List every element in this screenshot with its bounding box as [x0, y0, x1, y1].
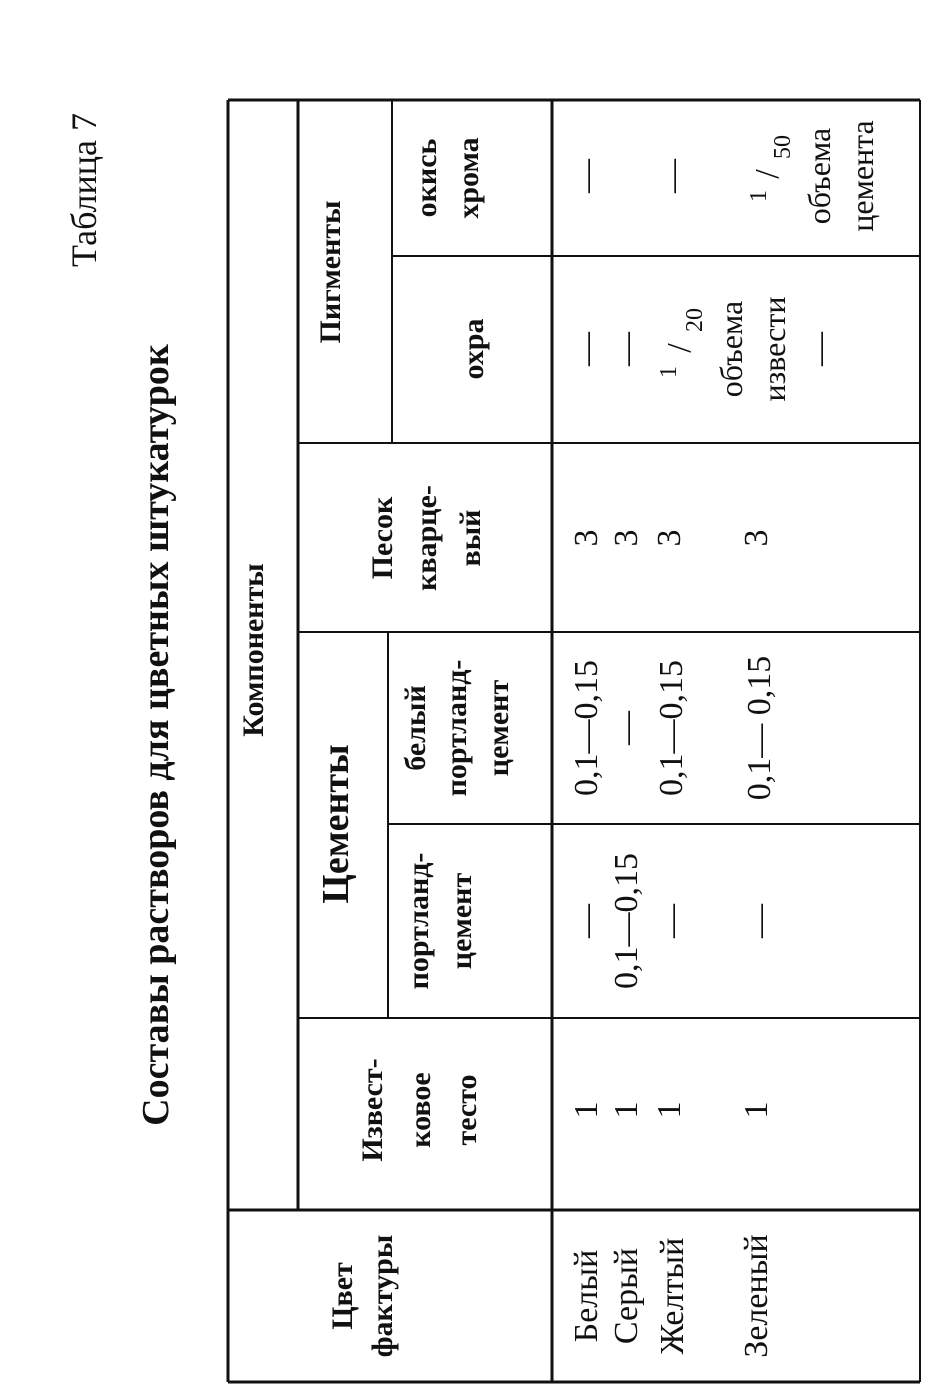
table-title: Составы растворов для цветных штукатурок	[135, 344, 177, 1126]
ochre-fraction	[656, 308, 708, 378]
row-color: Зеленый	[738, 1234, 775, 1358]
row-color: Желтый	[654, 1237, 691, 1355]
svg-text:тесто: тесто	[450, 1074, 483, 1146]
ochre-text: извести	[756, 296, 792, 402]
chrome-value: —	[568, 159, 605, 193]
svg-text:1: 1	[746, 190, 772, 202]
white-portland-value: 0,1—0,15	[653, 660, 690, 796]
chrome-values	[568, 120, 880, 231]
header-cements: Цементы	[315, 744, 357, 904]
ochre-text: объема	[713, 300, 749, 398]
sand-value: 3	[568, 529, 605, 547]
svg-text:/: /	[749, 169, 786, 179]
svg-text:белый: белый	[399, 685, 432, 771]
color-names	[568, 1234, 775, 1357]
svg-text:Песок: Песок	[366, 496, 399, 580]
table-number: Таблица 7	[64, 113, 104, 267]
svg-text:портланд-: портланд-	[402, 852, 435, 990]
chrome-value: —	[654, 159, 691, 193]
ochre-value: —	[568, 332, 605, 366]
svg-text:Цвет: Цвет	[326, 1262, 359, 1330]
header-color	[326, 1235, 399, 1358]
svg-text:портланд-: портланд-	[440, 659, 473, 797]
sand-value: 3	[608, 529, 645, 547]
svg-text:ковое: ковое	[404, 1072, 437, 1148]
sand-values	[568, 530, 775, 547]
header-pigments: Пигменты	[314, 200, 347, 344]
chrome-text: цемента	[844, 120, 880, 232]
svg-text:20: 20	[682, 308, 708, 332]
svg-text:вый: вый	[454, 509, 487, 567]
lime-value: 1	[568, 1101, 605, 1119]
svg-text:фактуры: фактуры	[366, 1234, 399, 1358]
lime-value: 1	[738, 1101, 775, 1119]
lime-value: 1	[651, 1101, 688, 1119]
svg-text:Извест-: Извест-	[356, 1058, 389, 1162]
row-color: Белый	[568, 1249, 605, 1343]
header-white-portland	[399, 660, 515, 797]
svg-text:1: 1	[656, 366, 682, 378]
svg-text:50: 50	[770, 135, 796, 159]
svg-text:кварце-: кварце-	[410, 485, 443, 591]
header-chrome	[410, 137, 485, 218]
header-lime	[356, 1058, 483, 1161]
svg-text:хрома: хрома	[452, 137, 485, 219]
ochre-values	[568, 297, 838, 402]
portland-value: —	[568, 904, 605, 938]
white-portland-value: 0,1— 0,15	[741, 655, 778, 801]
svg-text:цемент: цемент	[445, 872, 478, 970]
header-sand	[366, 485, 487, 591]
sand-value: 3	[651, 529, 688, 547]
portland-values	[568, 853, 778, 989]
header-components: Компоненты	[237, 563, 270, 737]
header-ochre: охра	[457, 318, 490, 380]
white-portland-value: —	[608, 711, 645, 745]
white-portland-value: 0,1—0,15	[568, 660, 605, 796]
white-portland-values	[568, 656, 778, 801]
svg-text:/: /	[661, 343, 698, 353]
svg-text:цемент: цемент	[482, 679, 515, 777]
svg-text:окись: окись	[410, 138, 443, 218]
portland-value: —	[741, 904, 778, 938]
portland-value: —	[653, 904, 690, 938]
portland-value: 0,1—0,15	[608, 853, 645, 989]
lime-values	[568, 1102, 775, 1119]
sand-value: 3	[738, 529, 775, 547]
header-portland	[402, 853, 478, 990]
row-color: Серый	[608, 1247, 645, 1345]
ochre-value: —	[608, 332, 645, 366]
chrome-text: объема	[801, 127, 837, 225]
lime-value: 1	[608, 1101, 645, 1119]
chrome-fraction	[746, 135, 796, 202]
ochre-value: —	[801, 332, 838, 366]
